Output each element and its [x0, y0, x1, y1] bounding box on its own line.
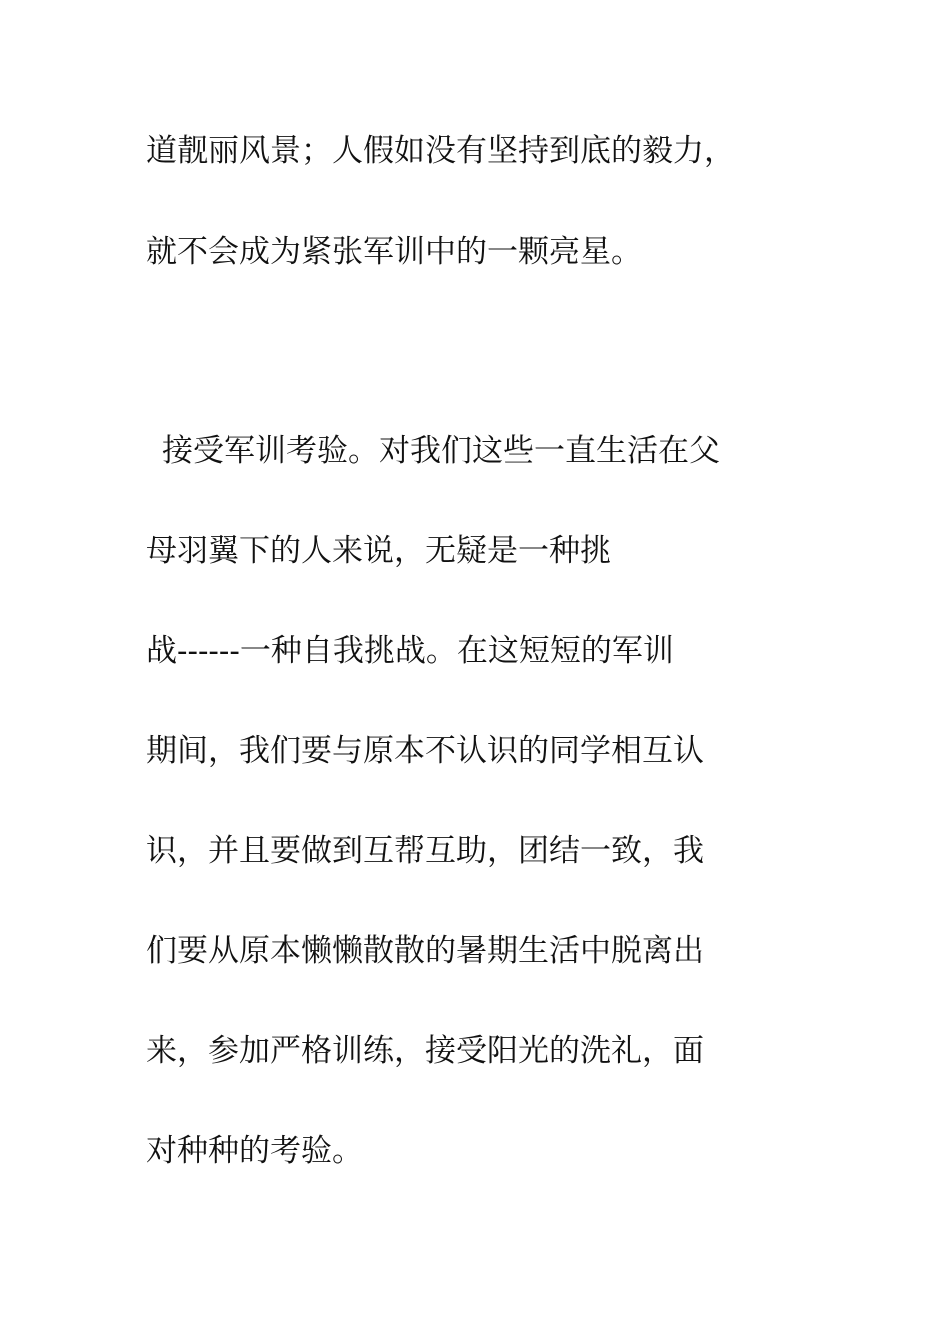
text-line: 对种种的考验。: [146, 1133, 363, 1169]
text-line: 战------一种自我挑战。在这短短的军训: [146, 633, 674, 669]
text-line: 期间，我们要与原本不认识的同学相互认: [146, 733, 704, 769]
text-line: 母羽翼下的人来说，无疑是一种挑: [146, 533, 611, 569]
paragraph-first-line: 接受军训考验。对我们这些一直生活在父: [162, 433, 720, 469]
text-line: 来，参加严格训练，接受阳光的洗礼，面: [146, 1033, 704, 1069]
text-line: 道靓丽风景；人假如没有坚持到底的毅力，: [146, 133, 735, 169]
text-line: 就不会成为紧张军训中的一颗亮星。: [146, 234, 642, 270]
text-line: 们要从原本懒懒散散的暑期生活中脱离出: [146, 933, 704, 969]
text-line: 识，并且要做到互帮互助，团结一致，我: [146, 833, 704, 869]
